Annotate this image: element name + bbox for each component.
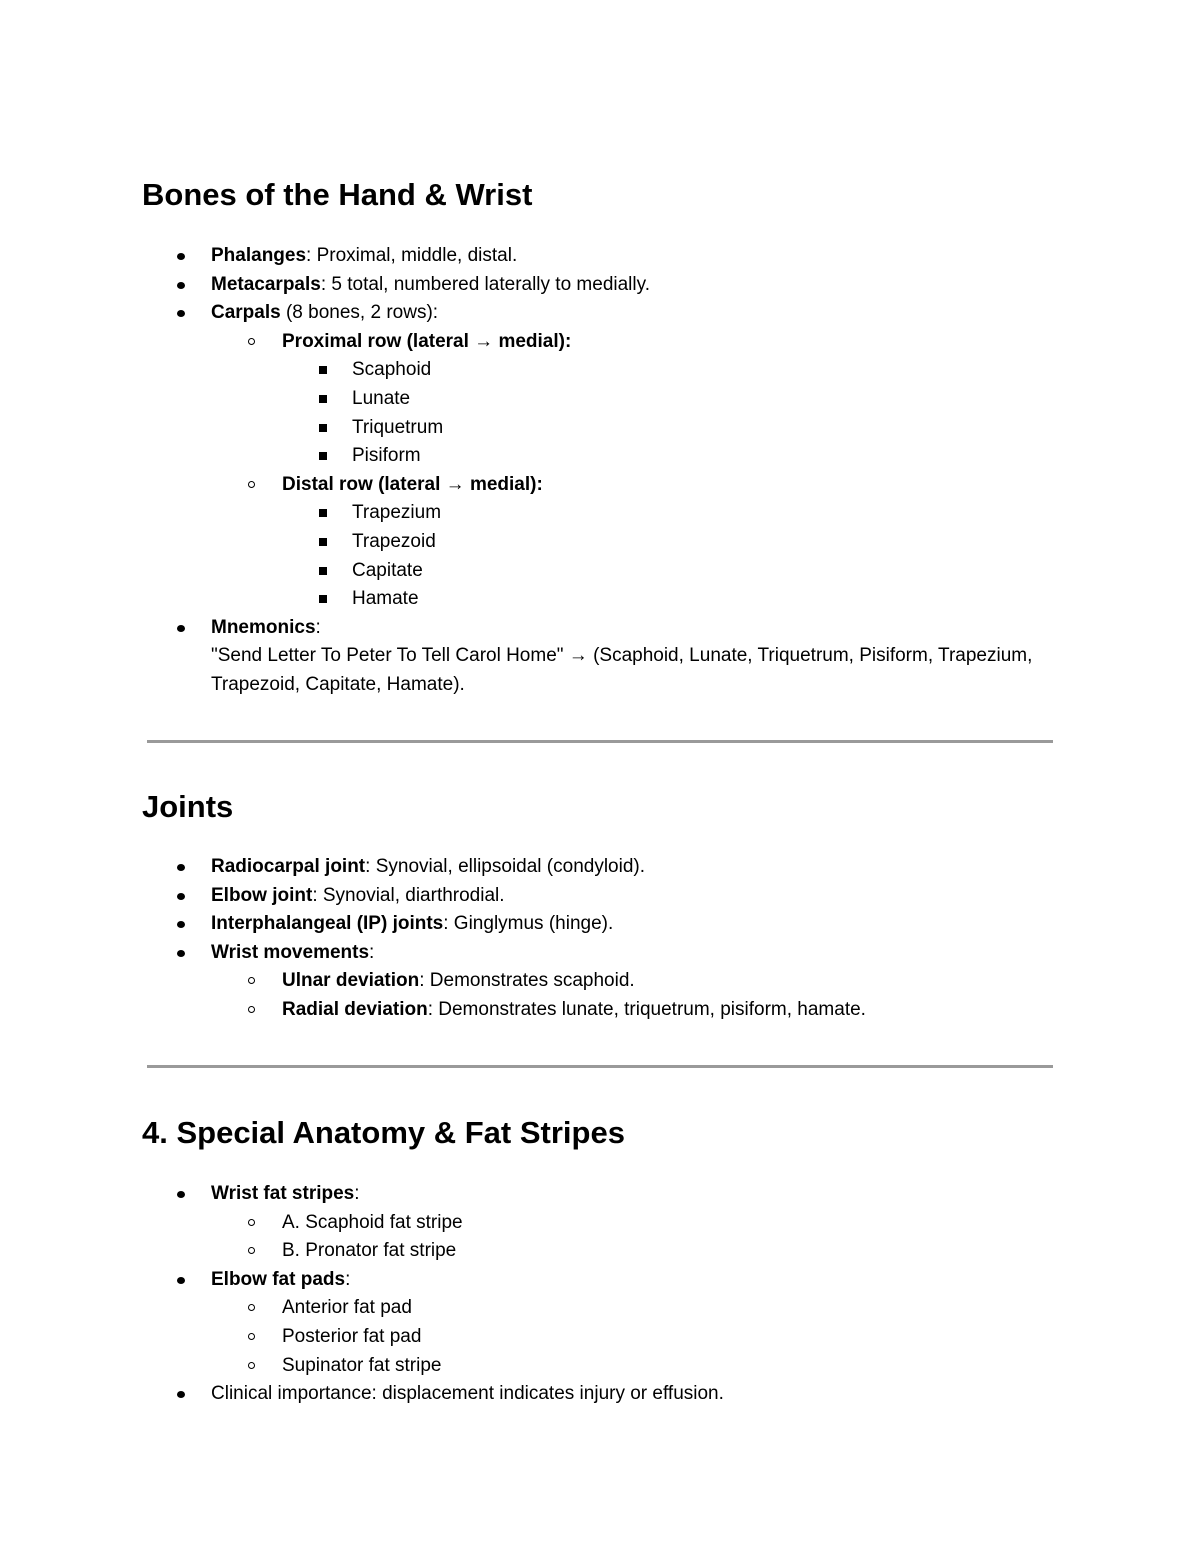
list-item-wrist-movements [0,939,1200,968]
desc-radial-deviation: Demonstrates lunate, triquetrum, pisiform, hamate. [432,998,866,1020]
square-bullet-icon [319,366,327,374]
list-item-capitate [0,557,1200,586]
bone-name: Lunate [352,387,411,409]
horizontal-divider [147,740,1053,743]
list-item-scaphoid [0,356,1200,385]
circle-bullet-icon [248,1333,255,1340]
circle-bullet-icon [248,338,255,345]
term-radiocarpal: Radiocarpal joint [211,856,366,877]
list-item-phalanges [0,242,1200,271]
circle-bullet-icon [248,1362,255,1369]
term-wrist-movements: Wrist movements [211,941,370,963]
square-bullet-icon [319,538,327,546]
desc-interphalangeal: Ginglymus (hinge). [448,913,614,935]
list-item-triquetrum [0,414,1200,443]
list-item-anterior-fat-pad [0,1294,1200,1323]
disc-bullet-icon [177,1191,185,1198]
clinical-text: Clinical importance: displacement indicates injury or effusion. [211,1383,724,1405]
desc-carpals: (8 bones, 2 rows): [280,302,439,324]
term-ulnar-deviation: Ulnar deviation [282,970,420,992]
term-interphalangeal: Interphalangeal (IP) joints [211,913,444,935]
sep: : [315,616,321,638]
special-anatomy-list [0,1180,1200,1409]
item-text: Anterior fat pad [282,1297,412,1319]
disc-bullet-icon [177,625,185,632]
list-item-interphalangeal-joints [0,910,1200,939]
square-bullet-icon [319,567,327,575]
sep: : [419,970,425,992]
list-item-scaphoid-fat-stripe [0,1209,1200,1238]
bone-name: Triquetrum [352,416,444,438]
circle-bullet-icon [248,1304,255,1311]
list-item-ulnar-deviation [0,967,1200,996]
list-item-radial-deviation [0,996,1200,1025]
disc-bullet-icon [177,1391,185,1398]
circle-bullet-icon [248,481,255,488]
sep: : [306,245,312,266]
term-elbow-joint: Elbow joint [211,884,313,906]
label-proximal-row: Proximal row (lateral → medial): [282,330,572,352]
list-item-lunate [0,385,1200,414]
disc-bullet-icon [177,282,185,289]
square-bullet-icon [319,395,327,403]
heading-bones-hand-wrist: Bones of the Hand & Wrist [142,177,533,212]
bone-name: Capitate [352,559,423,581]
item-text: Posterior fat pad [282,1325,422,1347]
heading-special-anatomy: 4. Special Anatomy & Fat Stripes [142,1115,625,1150]
sep: : [443,913,449,935]
circle-bullet-icon [248,1006,255,1013]
horizontal-divider [147,1065,1053,1068]
desc-elbow-joint: Synovial, diarthrodial. [317,884,505,906]
list-item-clinical-importance [0,1380,1200,1409]
list-item-proximal-row [0,328,1200,357]
bone-name: Trapezium [352,502,442,524]
list-item-posterior-fat-pad [0,1323,1200,1352]
disc-bullet-icon [177,864,185,871]
desc-ulnar-deviation: Demonstrates scaphoid. [424,970,635,992]
sep: : [369,941,375,963]
desc-phalanges: Proximal, middle, distal. [311,245,518,266]
square-bullet-icon [319,452,327,460]
disc-bullet-icon [177,310,185,317]
list-item-carpals [0,299,1200,328]
bone-name: Hamate [352,588,419,610]
mnemonic-text: "Send Letter To Peter To Tell Carol Home" → (Scaphoid, Lunate, Triquetrum, Pisiform, Trapezium, Trapezoid, Capitate, Hamate). [211,645,1033,695]
list-item-elbow-joint [0,882,1200,911]
disc-bullet-icon [177,950,185,957]
term-metacarpals: Metacarpals [211,273,321,295]
list-item-trapezium [0,499,1200,528]
sep: : [345,1268,351,1290]
list-item-pisiform [0,442,1200,471]
disc-bullet-icon [177,253,185,260]
sep: : [427,998,433,1020]
circle-bullet-icon [248,977,255,984]
disc-bullet-icon [177,921,185,928]
square-bullet-icon [319,424,327,432]
bones-list [0,242,1200,700]
desc-metacarpals: 5 total, numbered laterally to medially. [326,273,650,295]
sep: : [312,884,318,906]
square-bullet-icon [319,509,327,517]
list-item-mnemonics [0,614,1200,700]
term-radial-deviation: Radial deviation [282,998,428,1020]
circle-bullet-icon [248,1219,255,1226]
heading-joints: Joints [142,789,234,824]
circle-bullet-icon [248,1247,255,1254]
list-item-metacarpals [0,271,1200,300]
term-carpals: Carpals [211,302,281,324]
desc-radiocarpal: Synovial, ellipsoidal (condyloid). [370,856,646,877]
item-text: A. Scaphoid fat stripe [282,1211,463,1233]
disc-bullet-icon [177,893,185,900]
bone-name: Scaphoid [352,359,432,381]
sep: : [354,1183,360,1204]
item-text: B. Pronator fat stripe [282,1240,457,1262]
square-bullet-icon [319,595,327,603]
term-elbow-fat-pads: Elbow fat pads [211,1268,346,1290]
list-item-distal-row [0,471,1200,500]
list-item-trapezoid [0,528,1200,557]
sep: : [365,856,371,877]
joints-list [0,853,1200,1025]
list-item-supinator-fat-stripe [0,1352,1200,1381]
term-wrist-fat-stripes: Wrist fat stripes [211,1183,355,1204]
bone-name: Trapezoid [352,530,436,552]
term-mnemonics: Mnemonics [211,616,316,638]
label-distal-row: Distal row (lateral → medial): [282,473,543,495]
disc-bullet-icon [177,1277,185,1284]
bone-name: Pisiform [352,445,421,467]
list-item-wrist-fat-stripes [0,1180,1200,1209]
sep: : [320,273,327,295]
list-item-hamate [0,585,1200,614]
list-item-radiocarpal-joint [0,853,1200,882]
list-item-pronator-fat-stripe [0,1237,1200,1266]
term-phalanges: Phalanges [211,245,307,266]
list-item-elbow-fat-pads [0,1266,1200,1295]
item-text: Supinator fat stripe [282,1354,442,1376]
